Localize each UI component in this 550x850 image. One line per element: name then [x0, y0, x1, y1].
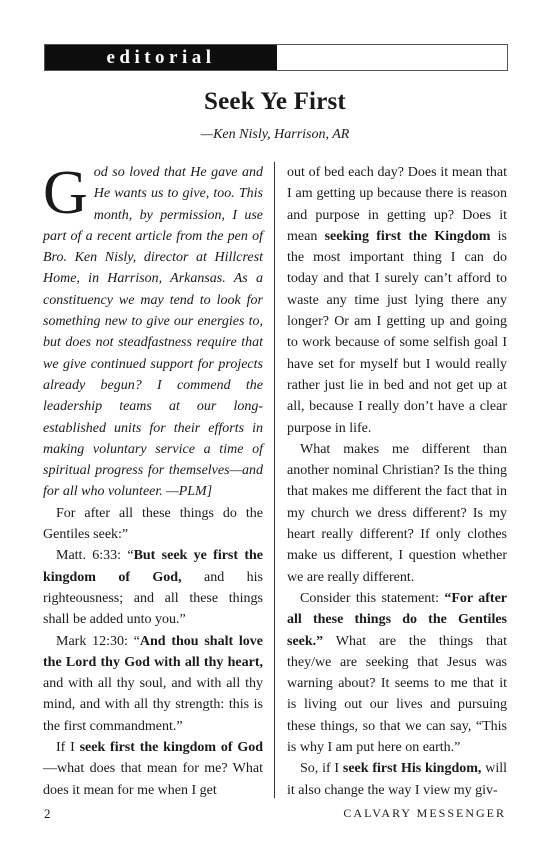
page-number: 2 [44, 806, 51, 821]
paragraph: For after all these things do the Gentiles seek:” [43, 505, 263, 543]
publication-name: CALVARY MESSENGER [343, 806, 506, 820]
left-column [43, 159, 264, 801]
article-byline: —Ken Nisly, Harrison, AR [200, 127, 350, 142]
text: and with all thy soul, and with all thy mind, and with all thy strength: this is the first commandment.” [43, 676, 263, 734]
text: If I [56, 740, 80, 756]
text: and his righteousness; and all these things shall be added unto you.” [43, 569, 263, 628]
bold-text: “For after all these things do the Gentiles seek.” [287, 590, 507, 649]
text: is the most important thing I can do today and that I surely can’t afford to waste any time just lying there any longer? Or am I getting up and going to work because of some selfish goal I have set for myself but I would really rather just lie in bed and not get up at all, because I really don’t have a clear purpose in life. [287, 228, 508, 436]
paragraph [287, 588, 507, 758]
bold-text: seek first the kingdom of God [79, 740, 263, 756]
paragraph [287, 162, 507, 439]
text: What are the things that they/we are seeking that Jesus was warning about? It seems to me that it is living out our lives and pursuing these things, so that we can say, “This is why I am put here on earth.” [287, 633, 507, 756]
paragraph [43, 737, 263, 801]
text: Matt. 6:33: “ [56, 548, 134, 564]
bold-text: seeking first the Kingdom [324, 228, 491, 244]
text: out of bed each day? Does it mean that I am getting up because there is reason and purpose in getting up? Does it mean [287, 165, 507, 244]
paragraph [43, 631, 263, 737]
section-header [44, 44, 508, 71]
section-label: editorial [45, 45, 277, 70]
article-title: Seek Ye First [204, 88, 346, 115]
paragraph [43, 545, 263, 630]
paragraph [287, 758, 507, 801]
right-column [287, 162, 507, 801]
text: Mark 12:30: “ [56, 633, 140, 649]
text: Consider this statement: [300, 590, 445, 606]
text: will it also change the way I view my giv- [287, 761, 507, 798]
bold-text: And thou shalt love the Lord thy God with all thy heart, [43, 633, 263, 670]
drop-cap: G [43, 159, 88, 227]
text: So, if I [300, 761, 343, 777]
intro-paragraph [43, 159, 263, 503]
bold-text: seek first His kingdom, [342, 761, 482, 777]
bold-text: But seek ye first the kingdom of God, [43, 548, 264, 585]
text: —what does that mean for me? What does it mean for me when I get [43, 761, 263, 798]
paragraph: What makes me different than another nominal Christian? Is the thing that makes me different the fact that in my church we dress different? Is my heart really different? If only clothes make us different, I question whether we are really different. [287, 441, 507, 585]
intro-text: od so loved that He gave and He wants us to give, too. This month, by permission, I use part of a recent article from the pen of Bro. Ken Nisly, director at Hillcrest Home, in Harrison, Arkansas. As a constituency we may tend to look for something new to give our energies to, but does not steadfastness require that we give continued support for projects already begun? I commend the leadership teams at our long-established units for their efforts in making voluntary service a time of spiritual progress for themselves—and for all who volunteer. —PLM] [43, 165, 263, 500]
column-divider [274, 162, 275, 798]
